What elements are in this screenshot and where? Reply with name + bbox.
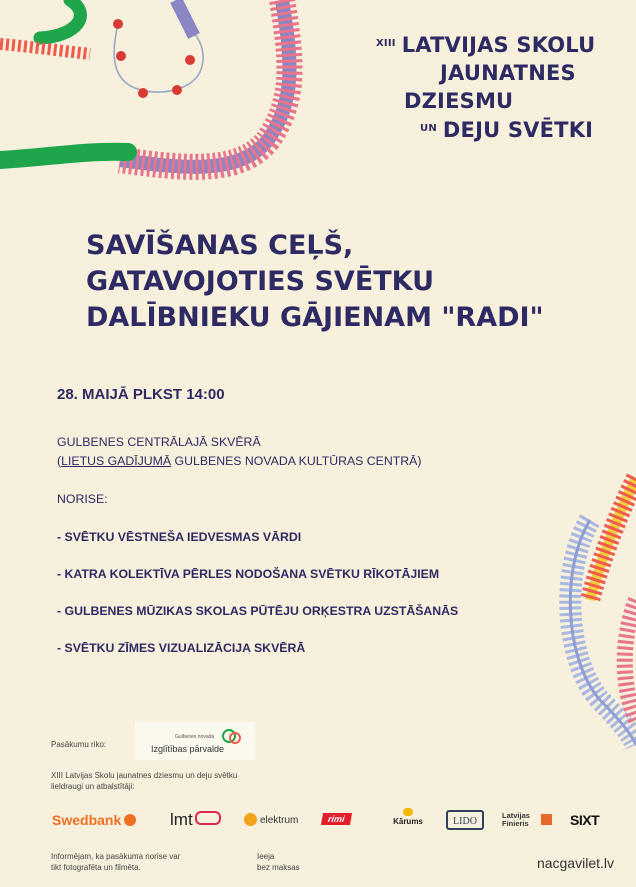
partners-line1: XIII Latvijas Skolu jaunatnes dziesmu un deju svētku xyxy=(51,771,238,780)
sponsor-karums xyxy=(388,808,428,826)
karums-bird-icon xyxy=(403,808,413,816)
sponsor-elektrum xyxy=(244,813,298,826)
organizer-small-text: Gulbenes novada xyxy=(175,734,215,740)
alt-open-paren: ( xyxy=(57,454,62,468)
red-dot xyxy=(172,85,182,95)
entry-line1: Ieeja xyxy=(257,852,275,861)
sponsor-rimi: rimi xyxy=(321,813,352,825)
page-headline xyxy=(86,228,626,336)
sponsor-lido: LIDO xyxy=(446,810,484,830)
photo-notice-line1: Informējam, ka pasākuma norise var xyxy=(51,852,181,861)
pink-track-ribbon-right xyxy=(625,600,636,720)
sponsor-swedbank-text: Swedbank xyxy=(52,812,122,828)
organizer-logo xyxy=(135,722,255,760)
photo-notice-line2: tikt fotografēta un filmēta. xyxy=(51,863,141,872)
red-dot xyxy=(138,88,148,98)
sponsor-lmt xyxy=(170,810,221,830)
festival-title-line4: DEJU SVĒTKI xyxy=(442,118,594,142)
headline-line2: GATAVOJOTIES SVĒTKU xyxy=(86,266,435,297)
alt-location-text: GULBENES NOVADA KULTŪRAS CENTRĀ) xyxy=(171,454,422,468)
purple-track-ribbon xyxy=(120,0,290,167)
partners-line2: lieldraugi un atbalstītāji: xyxy=(51,782,135,791)
lavender-stripe xyxy=(176,0,194,36)
festival-title xyxy=(368,30,628,144)
sponsor-swedbank xyxy=(52,812,136,828)
program-item: - KATRA KOLEKTĪVA PĒRLES NODOŠANA SVĒTKU RĪKOTĀJIEM xyxy=(57,567,440,581)
program-item: - SVĒTKU ZĪMES VIZUALIZĀCIJA SKVĒRĀ xyxy=(57,641,306,655)
program-item: - SVĒTKU VĒSTNEŠA IEDVESMAS VĀRDI xyxy=(57,530,302,544)
elektrum-circle-icon xyxy=(244,813,257,826)
organizer-label: Pasākumu riko: xyxy=(51,740,107,749)
event-location: GULBENES CENTRĀLAJĀ SKVĒRĀ xyxy=(57,435,261,449)
coral-dashed-ribbon xyxy=(0,44,90,54)
sponsor-sixt: SIXT xyxy=(570,812,600,828)
sponsor-lmt-text: lmt xyxy=(170,810,193,829)
organizer-name: Izglītības pārvalde xyxy=(151,744,225,754)
festival-title-line1: LATVIJAS SKOLU xyxy=(401,33,596,57)
program-item: - GULBENES MŪZIKAS SKOLAS PŪTĒJU ORĶESTRA UZSTĀŠANĀS xyxy=(57,604,459,618)
red-dot xyxy=(185,55,195,65)
sponsor-latvijas-finieris: Latvijas Finieris xyxy=(502,811,530,828)
festival-title-line3: DZIESMU xyxy=(404,89,514,113)
swedbank-oak-icon xyxy=(124,814,136,826)
program-label: NORISE: xyxy=(57,492,108,506)
entry-line2: bez maksas xyxy=(257,863,300,872)
headline-line1: SAVĪŠANAS CEĻŠ, xyxy=(86,230,354,261)
headline-line3: DALĪBNIEKU GĀJIENAM "RADI" xyxy=(86,302,544,333)
festival-un: UN xyxy=(420,123,437,134)
green-wave-ribbon xyxy=(0,152,128,160)
festival-title-line2: JAUNATNES xyxy=(440,61,576,85)
event-alt-location xyxy=(57,454,421,468)
red-dot xyxy=(113,19,123,29)
website-link[interactable]: nacgavilet.lv xyxy=(536,855,614,871)
event-date: 28. MAIJĀ PLKST 14:00 xyxy=(57,386,225,403)
green-curl-ribbon xyxy=(40,0,80,38)
festival-roman-numeral: XIII xyxy=(376,38,396,49)
sponsor-elektrum-text: elektrum xyxy=(260,815,299,826)
red-dot xyxy=(116,51,126,61)
finieris-square-icon xyxy=(541,814,552,825)
sponsor-karums-text: Kārums xyxy=(393,817,423,826)
rain-case-link[interactable]: LIETUS GADĪJUMĀ xyxy=(61,454,172,468)
lmt-mark-icon xyxy=(195,811,221,825)
